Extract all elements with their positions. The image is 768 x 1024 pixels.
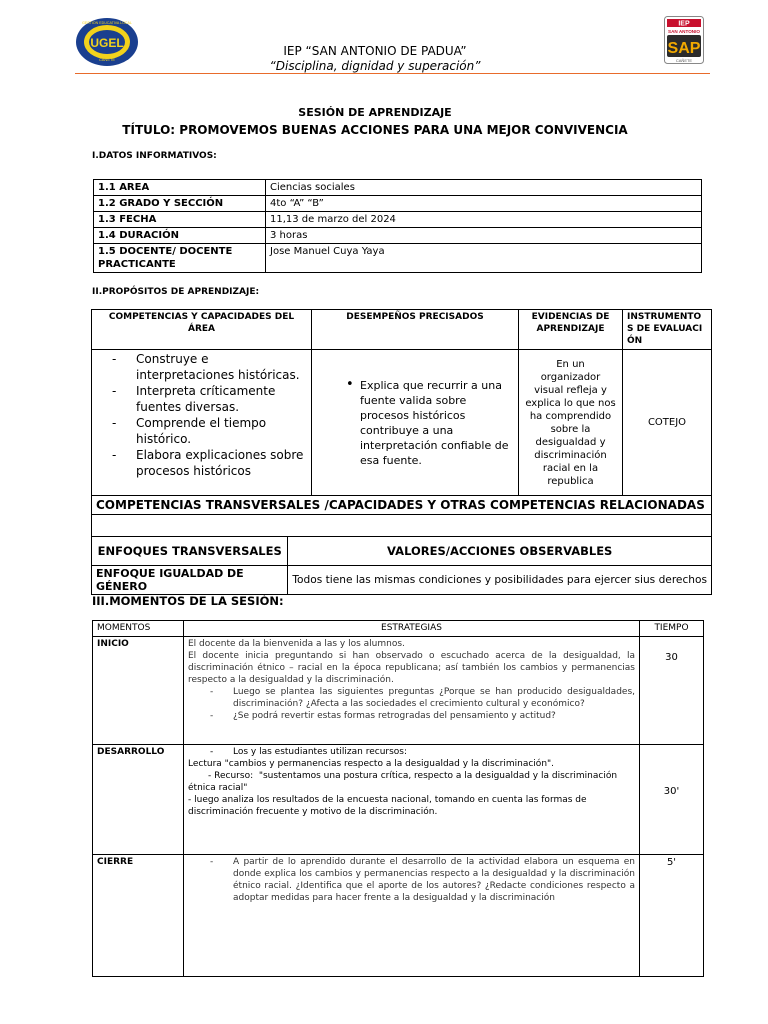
svg-text:IEP: IEP [678,20,690,28]
table-row [93,745,704,855]
inicio-strategies [184,637,640,745]
column-header: COMPETENCIAS Y CAPACIDADES DEL ÁREA [92,310,312,350]
column-header: TIEMPO [640,621,704,637]
desempeno-cell [312,350,519,496]
cierre-label: CIERRE [93,855,184,977]
svg-text:UGEL: UGEL [90,36,124,50]
transversales-empty [92,515,712,537]
svg-text:GESTION EDUCATIVA LOCAL: GESTION EDUCATIVA LOCAL [82,21,132,25]
enfoques-table [91,536,712,595]
list-item: - A partir de lo aprendido durante el desarrollo de la actividad elabora un esquema en donde explica los cambios y permanencias respecto a la desigualdad y la discriminación étnico racial. ¿Identifica que el aporte de los autores? ¿Redacte condiciones respecto a adoptar medidas para hacer frente a la desigualdad y la discriminación [210,857,635,903]
table-row [92,496,712,515]
datos-label: 1.4 DURACIÓN [94,228,266,244]
sap-logo [664,16,704,64]
inicio-time: 30 [640,637,704,745]
momentos-heading: III.MOMENTOS DE LA SESIÓN: [92,594,284,608]
datos-value: 11,13 de marzo del 2024 [266,212,702,228]
svg-text:SAP: SAP [667,40,701,57]
propositos-heading: II.PROPÓSITOS DE APRENDIZAJE: [92,287,260,297]
list-item: - Comprende el tiempo histórico. [92,415,307,447]
enfoque-cell: ENFOQUE IGUALDAD DE GÉNERO [92,566,288,595]
svg-text:CAÑETE: CAÑETE [98,57,116,62]
strategy-text: Lectura "cambios y permanencias respecto a la desigualdad y la discriminación". [188,759,555,769]
momentos-table [92,620,704,977]
session-label: SESIÓN DE APRENDIZAJE [298,106,452,119]
strategy-text: - luego analiza los resultados de la encuesta nacional, tomando en cuenta las formas de discriminación frecuente y motivo de la discriminación. [188,795,587,817]
table-row [94,196,702,212]
strategy-text: El docente da la bienvenida a las y los alumnos. [188,639,405,649]
school-name: IEP “SAN ANTONIO DE PADUA” [283,44,467,58]
column-header: MOMENTOS [93,621,184,637]
ugel-logo [74,16,140,68]
datos-value: 3 horas [266,228,702,244]
datos-value: Jose Manuel Cuya Yaya [266,244,702,273]
propositos-table [91,309,712,537]
list-item: - Los y las estudiantes utilizan recursos: [210,747,408,757]
session-title: TÍTULO: PROMOVEMOS BUENAS ACCIONES PARA UNA MEJOR CONVIVENCIA [122,123,628,137]
valores-header: VALORES/ACCIONES OBSERVABLES [288,537,712,566]
cierre-strategies [184,855,640,977]
table-row [92,537,712,566]
datos-label: 1.2 GRADO Y SECCIÓN [94,196,266,212]
table-row [93,855,704,977]
table-row [94,180,702,196]
cierre-time: 5' [640,855,704,977]
datos-label: 1.1 AREA [94,180,266,196]
list-item: - Elabora explicaciones sobre procesos históricos [92,447,307,479]
column-header: EVIDENCIAS DE APRENDIZAJE [519,310,623,350]
list-item: - Construye e interpretaciones históricas. [92,351,307,383]
list-item: - ¿Se podrá revertir estas formas retrogradas del pensamiento y actitud? [210,711,556,721]
list-item: • Explica que recurrir a una fuente valida sobre procesos históricos contribuye a una interpretación confiable de esa fuente. [346,378,514,468]
header-rule [75,73,710,74]
school-motto: “Disciplina, dignidad y superación” [269,59,481,73]
table-row [92,515,712,537]
datos-label: 1.3 FECHA [94,212,266,228]
datos-table [93,179,702,273]
evidencia-cell: En un organizador visual refleja y explica lo que nos ha comprendido sobre la desigualdad y discriminación racial en la republica [519,350,623,496]
valor-cell: Todos tiene las mismas condiciones y posibilidades para ejercer sius derechos [288,566,712,595]
desarrollo-strategies [184,745,640,855]
datos-label: 1.5 DOCENTE/ DOCENTE PRACTICANTE [94,244,266,273]
strategy-text: El docente inicia preguntando si han observado o escuchado acerca de la desigualdad, la discriminación étnico – racial en la época republicana; así también los cambios y permanencias respecto a la desigualdad y la discriminación. [188,651,635,685]
table-row [94,212,702,228]
enfoques-header: ENFOQUES TRANSVERSALES [92,537,288,566]
svg-text:SAN ANTONIO: SAN ANTONIO [668,29,700,34]
column-header: DESEMPEÑOS PRECISADOS [312,310,519,350]
list-item: - Interpreta críticamente fuentes diversas. [92,383,307,415]
desarrollo-label: DESARROLLO [93,745,184,855]
datos-value: Ciencias sociales [266,180,702,196]
competencias-cell [92,350,312,496]
instrumento-cell: COTEJO [623,350,712,496]
table-row [92,350,712,496]
table-row [93,637,704,745]
table-row [93,621,704,637]
svg-text:CAÑETE: CAÑETE [675,58,693,63]
datos-heading: I.DATOS INFORMATIVOS: [92,151,217,161]
list-item: - Luego se plantea las siguientes preguntas ¿Porque se han producido desigualdades, discriminación? ¿Afecta a las sociedades el crecimiento cultural y económico? [210,687,635,709]
table-row [92,566,712,595]
table-row [92,310,712,350]
table-row [94,244,702,273]
column-header: ESTRATEGIAS [184,621,640,637]
table-row [94,228,702,244]
desarrollo-time: 30' [640,745,704,855]
datos-value: 4to “A” “B” [266,196,702,212]
inicio-label: INICIO [93,637,184,745]
transversales-header: COMPETENCIAS TRANSVERSALES /CAPACIDADES Y OTRAS COMPETENCIAS RELACIONADAS [92,496,712,515]
strategy-text: - Recurso: "sustentamos una postura crítica, respecto a la desigualdad y la discriminación étnica racial" [188,771,620,793]
column-header: INSTRUMENTOS DE EVALUACIÓN [623,310,712,350]
